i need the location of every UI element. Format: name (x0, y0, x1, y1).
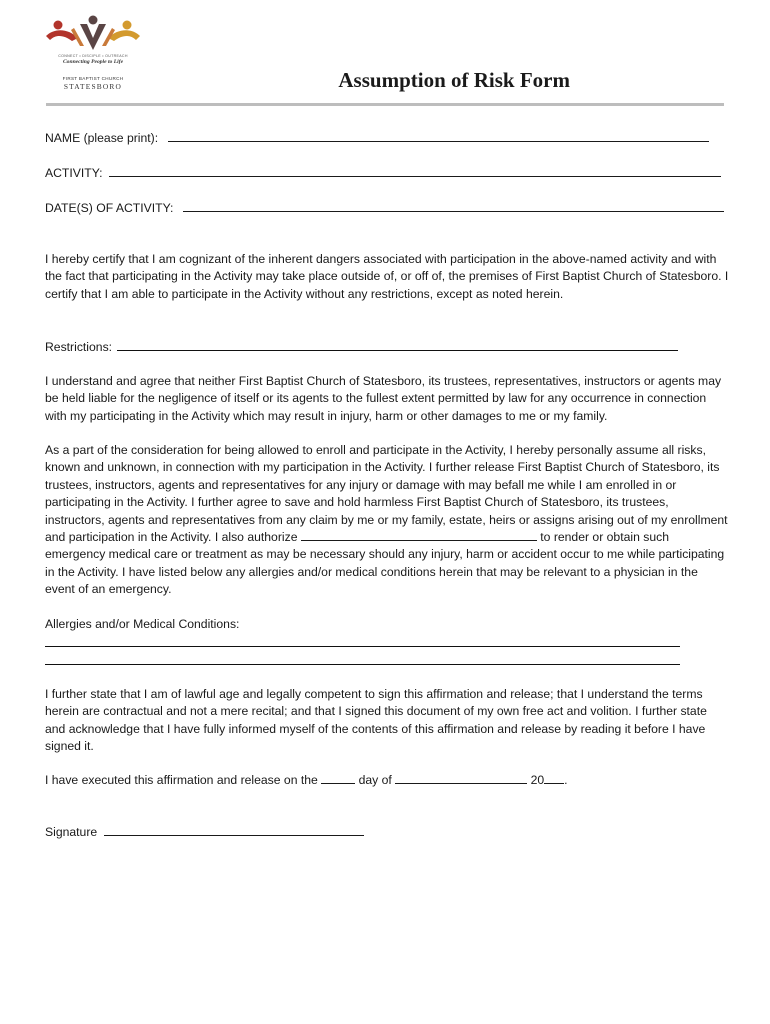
name-label: NAME (please print): (45, 131, 159, 145)
liability-paragraph: I understand and agree that neither First Baptist Church of Statesboro, its trustees, representatives, instructors or agents may be held liable for the negligence of itself or its agents to the fullest extent permitted by law for any occurrence in connection with my participating in the Activity which may result in injury, harm or other damages to me or my family. (45, 374, 722, 423)
signature-field[interactable] (104, 824, 364, 836)
allergies-field-line-2[interactable] (45, 651, 680, 665)
year-field[interactable] (544, 772, 564, 784)
restrictions-row (45, 339, 678, 355)
logo-tagline: Connecting People to Life (62, 59, 124, 65)
signature-row (45, 824, 364, 840)
dates-field-row (45, 200, 724, 216)
page-title (0, 68, 740, 93)
execution-period: . (564, 773, 568, 787)
release-text-part1: As a part of the consideration for being allowed to enroll and participate in the Activity, I hereby personally assume all risks, known and unknown, in connection with my participation in the Activity. I further release First Baptist Church of Statesboro, its trustees, instructors, agents and representatives for any injury or damage with may befall me while I am enrolled in or participating in the Activity. I further agree to save and hold harmless First Baptist Church of Statesboro, its trustees, instructors, agents and representatives from any claim by me or my family, estate, heirs or assigns arising out of my enrollment and participation in the Activity. I also authorize (45, 443, 728, 545)
release-paragraph (45, 442, 730, 599)
activity-field[interactable] (109, 165, 721, 177)
dates-field[interactable] (183, 200, 724, 212)
affirmation-paragraph: I further state that I am of lawful age and legally competent to sign this affirmation and release; that I understand the terms herein are contractual and not a mere recital; and that I signed this document of my own free act and volition. I further state and acknowledge that I have fully informed myself of the contents of this affirmation and release by reading it before I have signed it. (45, 687, 707, 754)
day-of-text: day of (358, 773, 392, 787)
name-field-row (45, 130, 709, 146)
signature-label: Signature (45, 825, 98, 839)
day-field[interactable] (321, 772, 355, 784)
execution-date-row (45, 772, 568, 788)
activity-label: ACTIVITY: (45, 166, 103, 180)
logo-church-name: FIRST BAPTIST CHURCH (62, 76, 124, 81)
activity-field-row (45, 165, 721, 181)
dates-label: DATE(S) OF ACTIVITY: (45, 201, 174, 215)
year-prefix: 20 (530, 773, 545, 787)
logo-motto: CONNECT • DISCIPLE • OUTREACH (58, 54, 128, 58)
restrictions-label: Restrictions: (45, 340, 113, 354)
name-field[interactable] (168, 130, 709, 142)
certification-paragraph: I hereby certify that I am cognizant of the inherent dangers associated with participation in the above-named activity and with the fact that participating in the Activity may take place outside of, or off of, the premises of First Baptist Church of Statesboro. I certify that I am able to participate in the Activity without any restrictions, except as noted herein. (45, 252, 729, 301)
title-text: Assumption of Risk Form (338, 68, 570, 92)
title-divider (46, 103, 724, 106)
executed-text: I have executed this affirmation and release on the (45, 773, 318, 787)
restrictions-field[interactable] (117, 339, 678, 351)
logo-city: STATESBORO (63, 82, 123, 91)
month-field[interactable] (395, 772, 527, 784)
people-figures-icon (44, 14, 142, 54)
allergies-label: Allergies and/or Medical Conditions: (45, 617, 240, 631)
authorized-person-field[interactable] (301, 529, 537, 541)
allergies-field-line-1[interactable] (45, 633, 680, 647)
release-to-word: to (540, 530, 551, 545)
release-text-part2: render or obtain such emergency medical care or treatment as may be necessary should any injury, harm or accident occur to me while participating in the Activity. I have listed below any allergies and/or medical conditions herein that may be relevant to a physician in the event of an emergency. (45, 530, 725, 597)
